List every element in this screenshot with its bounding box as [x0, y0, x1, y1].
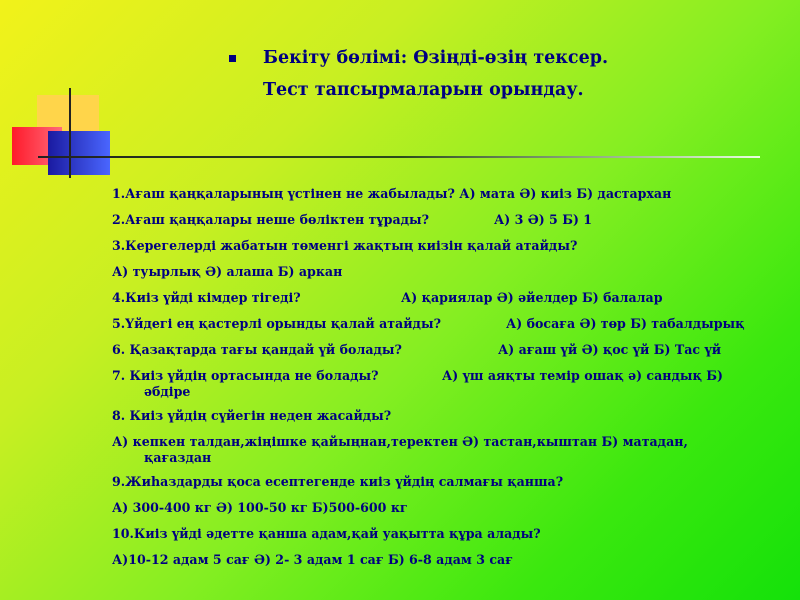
- heading-line-1: Бекіту бөлімі: Өзіңді-өзің тексер.: [263, 48, 609, 68]
- answer-options: А) босаға Ә) төр Б) табалдырық: [506, 316, 745, 331]
- question-line: [112, 316, 782, 342]
- question-text: 1.Ағаш қаңқаларының үстінен не жабылады? А) мата Ә) киіз Б) дастархан: [112, 186, 672, 201]
- bullet-icon: [229, 55, 236, 62]
- question-line: [112, 238, 782, 264]
- question-line: [112, 434, 782, 474]
- question-line: [112, 552, 782, 578]
- question-line: [112, 500, 782, 526]
- heading-line-2: Тест тапсырмаларын орындау.: [263, 80, 584, 100]
- blue-square: [48, 131, 110, 175]
- question-line: [112, 264, 782, 290]
- answer-continuation: әбдіре: [144, 384, 191, 399]
- question-line: [112, 474, 782, 500]
- question-text: 2.Ағаш қаңқалары неше бөліктен тұрады?: [112, 212, 430, 227]
- question-text: 5.Үйдегі ең қастерлі орынды қалай атайды?: [112, 316, 441, 331]
- horizontal-rule: [38, 156, 760, 158]
- question-text: 4.Киіз үйді кімдер тігеді?: [112, 290, 301, 305]
- question-line: [112, 186, 782, 212]
- heading-row-1: [229, 42, 608, 74]
- question-text: А)10-12 адам 5 сағ Ә) 2- 3 адам 1 сағ Б) 6-8 адам 3 сағ: [112, 552, 513, 567]
- slide-heading: [229, 42, 608, 106]
- question-text: А) туырлық Ә) алаша Б) аркан: [112, 264, 343, 279]
- answer-options: А) ағаш үй Ә) қос үй Б) Тас үй: [498, 342, 722, 357]
- question-line: [112, 212, 782, 238]
- answer-continuation: қағаздан: [144, 450, 212, 465]
- test-questions: [112, 186, 782, 578]
- question-line: [112, 342, 782, 368]
- answer-options: А) 3 Ә) 5 Б) 1: [494, 212, 593, 227]
- vertical-line: [69, 88, 71, 178]
- question-line: [112, 408, 782, 434]
- question-text: 9.Жиһаздарды қоса есептегенде киіз үйдің салмағы қанша?: [112, 474, 564, 489]
- question-text: А) 300-400 кг Ә) 100-50 кг Б)500-600 кг: [112, 500, 408, 515]
- question-text: 3.Керегелерді жабатын төменгі жақтың киізін қалай атайды?: [112, 238, 578, 253]
- question-text: 6. Қазақтарда тағы қандай үй болады?: [112, 342, 402, 357]
- question-text: 10.Киіз үйді әдетте қанша адам,қай уақытта құра алады?: [112, 526, 541, 541]
- heading-row-2: [229, 74, 608, 106]
- question-text: 7. Киіз үйдің ортасында не болады?: [112, 368, 379, 383]
- question-line: [112, 290, 782, 316]
- question-text: А) кепкен талдан,жіңішке қайыңнан,теректен Ә) тастан,кыштан Б) матадан,: [112, 434, 688, 449]
- answer-options: А) қариялар Ә) әйелдер Б) балалар: [401, 290, 663, 305]
- question-line: [112, 368, 782, 408]
- question-line: [112, 526, 782, 552]
- answer-options: А) үш аяқты темір ошақ ә) сандық Б): [442, 368, 723, 383]
- question-text: 8. Киіз үйдің сүйегін неден жасайды?: [112, 408, 392, 423]
